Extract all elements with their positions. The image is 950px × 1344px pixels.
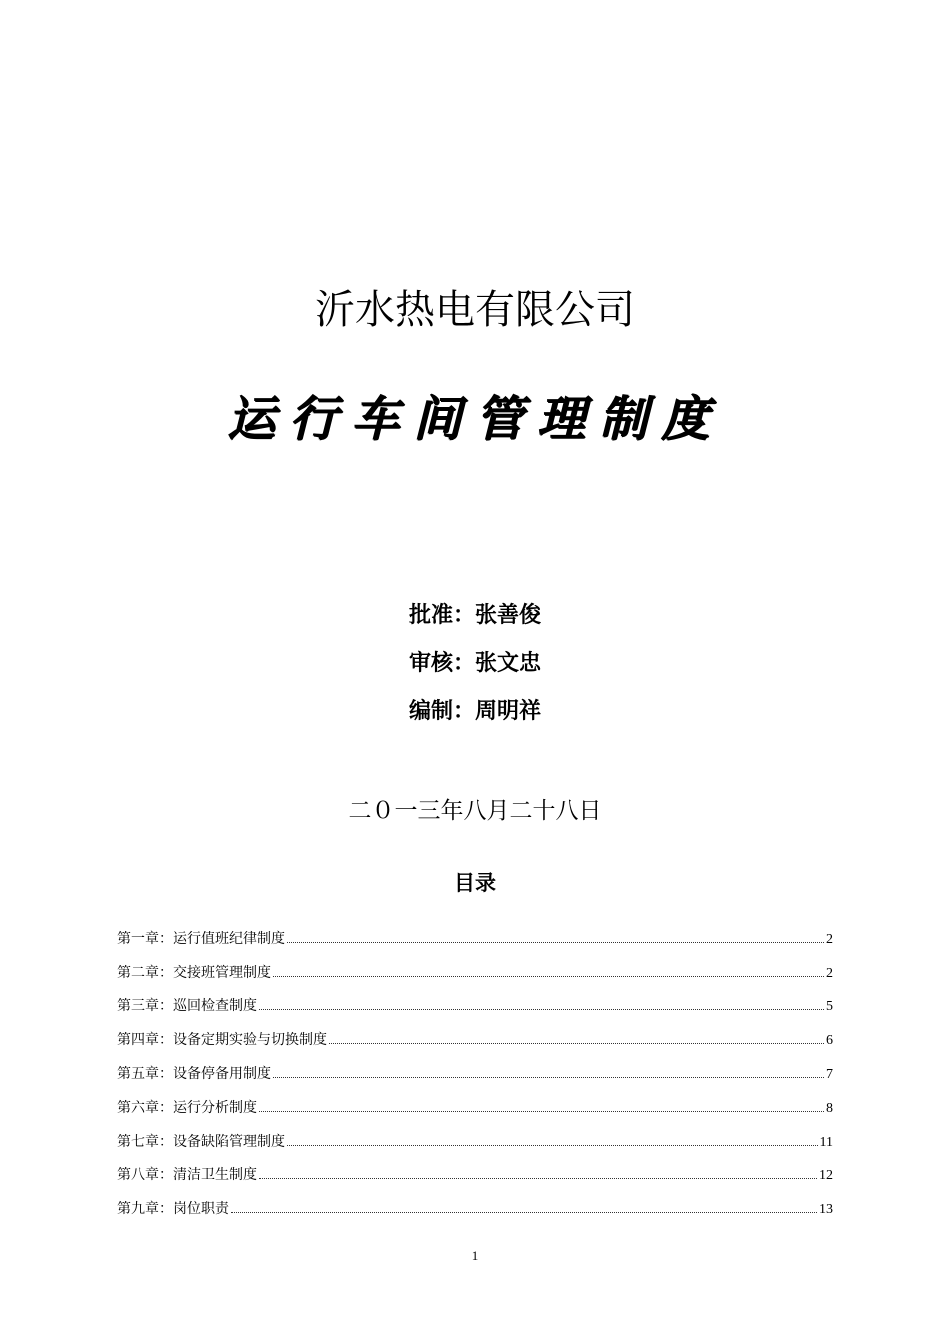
toc-entry-label: 第三章：巡回检查制度 [117,998,257,1015]
approval-line: 批准：张善俊 [408,603,541,628]
toc-entry[interactable] [117,948,833,982]
toc-dot-leader [259,1177,817,1179]
company-name: 沂水热电有限公司 [315,287,635,333]
toc-dot-leader [259,1110,824,1112]
toc-entry-label: 第四章：设备定期实验与切换制度 [117,1032,327,1049]
toc-entry-page: 12 [819,1168,833,1184]
toc-dot-leader [231,1211,817,1213]
toc-entry-page: 8 [826,1100,833,1116]
toc-entry[interactable] [117,1151,833,1185]
toc-entry[interactable] [117,1083,833,1117]
toc-entry-label: 第九章：岗位职责 [117,1201,229,1218]
toc-dot-leader [329,1042,824,1044]
toc-entry-label: 第一章：运行值班纪律制度 [117,930,285,947]
toc-entry[interactable] [117,982,833,1016]
table-of-contents [117,914,833,1218]
toc-dot-leader [259,1008,824,1010]
page-number: 1 [471,1248,479,1263]
signature-block [0,596,950,740]
toc-entry-page: 6 [826,1033,833,1049]
toc-entry-label: 第二章：交接班管理制度 [117,964,271,981]
toc-entry-label: 第六章：运行分析制度 [117,1099,257,1116]
toc-entry-page: 7 [826,1066,833,1082]
toc-dot-leader [273,975,824,977]
toc-dot-leader [273,1076,824,1078]
toc-entry-page: 2 [826,931,833,947]
toc-entry[interactable] [117,914,833,948]
toc-entry[interactable] [117,1049,833,1083]
toc-dot-leader [287,1144,818,1146]
toc-entry[interactable] [117,1184,833,1218]
toc-entry-label: 第八章：清洁卫生制度 [117,1167,257,1184]
toc-entry-label: 第七章：设备缺陷管理制度 [117,1133,285,1150]
toc-entry[interactable] [117,1117,833,1151]
toc-entry-page: 13 [819,1202,833,1218]
toc-entry-label: 第五章：设备停备用制度 [117,1065,271,1082]
document-date: 二０一三年八月二十八日 [348,798,602,824]
toc-entry[interactable] [117,1015,833,1049]
document-title: 运行车间管理制度 [226,391,723,447]
toc-entry-page: 2 [826,965,833,981]
review-line: 审核：张文忠 [408,651,541,676]
compiled-line: 编制：周明祥 [408,699,541,724]
toc-dot-leader [287,941,824,943]
toc-heading: 目录 [454,871,496,895]
toc-entry-page: 11 [819,1134,833,1150]
toc-entry-page: 5 [826,999,833,1015]
